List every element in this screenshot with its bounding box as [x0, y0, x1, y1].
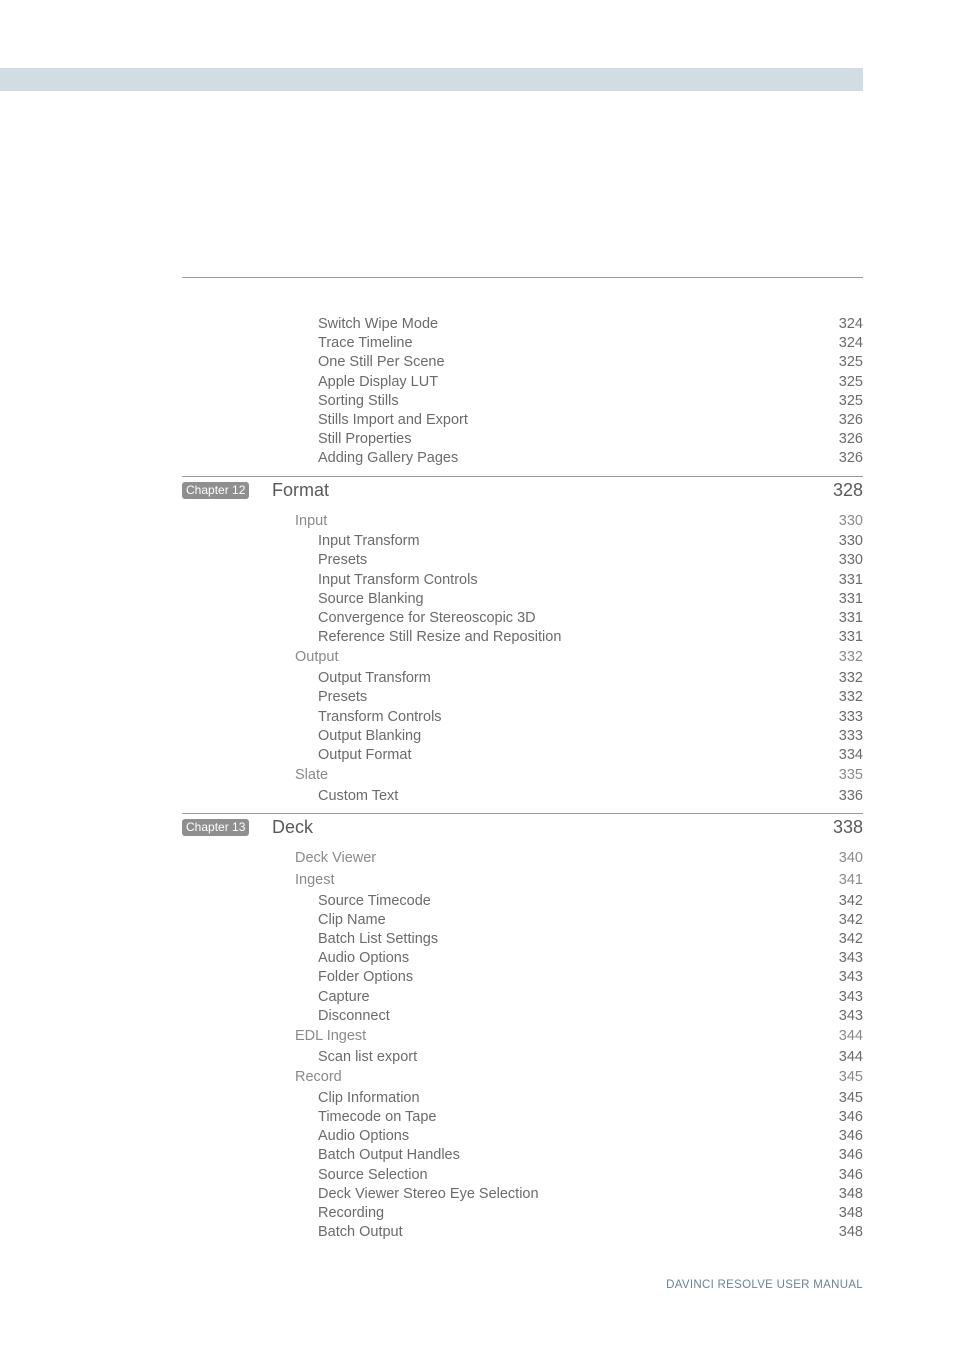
toc-section-title: Output [295, 649, 339, 666]
toc-entry-page-number: 330 [838, 533, 863, 550]
toc-entry-title: Output Blanking [318, 727, 422, 744]
toc-section[interactable] [182, 765, 863, 787]
toc-entry[interactable] [182, 892, 863, 911]
toc-entry-page-number: 326 [838, 431, 863, 448]
toc-entry-page-number: 342 [838, 892, 863, 909]
toc-section[interactable] [182, 870, 863, 892]
toc-entry-page-number: 342 [838, 931, 863, 948]
toc-section[interactable] [182, 1067, 863, 1089]
toc-entry-page-number: 342 [838, 911, 863, 928]
toc-entry[interactable] [182, 688, 863, 707]
toc-entry[interactable] [182, 373, 863, 392]
toc-entry[interactable] [182, 727, 863, 746]
toc-section-title: Slate [295, 767, 329, 784]
toc-section-page-number: 332 [838, 649, 863, 666]
header-divider [182, 277, 863, 278]
toc-entry[interactable] [182, 911, 863, 930]
toc-entry-page-number: 331 [838, 590, 863, 607]
toc-entry-page-number: 346 [838, 1109, 863, 1126]
chapter-badge: Chapter 12 [182, 482, 249, 499]
toc-entry[interactable] [182, 787, 863, 806]
toc-entry-page-number: 326 [838, 450, 863, 467]
toc-entry-title: Audio Options [318, 950, 410, 967]
toc-section-page-number: 335 [838, 767, 863, 784]
toc-entry-title: Stills Import and Export [318, 411, 468, 428]
toc-section-title: Record [295, 1069, 342, 1086]
toc-entry[interactable] [182, 1089, 863, 1108]
toc-entry-title: Apple Display LUT [318, 373, 439, 390]
toc-entry-page-number: 333 [838, 727, 863, 744]
toc-entry-title: Transform Controls [318, 708, 442, 725]
toc-entry[interactable] [182, 551, 863, 570]
toc-entry-title: Recording [318, 1204, 385, 1221]
toc-entry-page-number: 346 [838, 1166, 863, 1183]
toc-entry-title: Reference Still Resize and Reposition [318, 629, 562, 646]
toc-entry[interactable] [182, 392, 863, 411]
toc-entry-page-number: 331 [838, 610, 863, 627]
toc-entry-page-number: 344 [838, 1048, 863, 1065]
toc-section-title: Deck Viewer [295, 850, 377, 867]
footer-manual-title: DAVINCI RESOLVE USER MANUAL [666, 1279, 863, 1291]
toc-entry-page-number: 343 [838, 1007, 863, 1024]
toc-entry-title: Presets [318, 689, 368, 706]
toc-section[interactable] [182, 848, 863, 870]
toc-section-page-number: 341 [838, 871, 863, 888]
toc-entry-title: Batch Output Handles [318, 1147, 460, 1164]
toc-section-title: Input [295, 512, 328, 529]
toc-entry-page-number: 348 [838, 1224, 863, 1241]
toc-entry-page-number: 346 [838, 1147, 863, 1164]
toc-entry-title: Sorting Stills [318, 392, 399, 409]
chapter-title: Deck [272, 817, 314, 838]
toc-entry[interactable] [182, 609, 863, 628]
toc-section[interactable] [182, 647, 863, 669]
toc-entry-title: Disconnect [318, 1007, 390, 1024]
table-of-contents [182, 315, 863, 1242]
toc-entry-title: Presets [318, 552, 368, 569]
toc-entry[interactable] [182, 353, 863, 372]
toc-entry[interactable] [182, 746, 863, 765]
toc-entry-title: Batch Output [318, 1224, 403, 1241]
toc-entry[interactable] [182, 988, 863, 1007]
toc-entry-page-number: 343 [838, 950, 863, 967]
toc-entry[interactable] [182, 532, 863, 551]
toc-entry-title: Input Transform Controls [318, 571, 478, 588]
toc-entry-page-number: 343 [838, 988, 863, 1005]
toc-entry-title: Input Transform [318, 533, 420, 550]
chapter-heading[interactable] [182, 813, 863, 848]
toc-entry-page-number: 343 [838, 969, 863, 986]
toc-section-title: EDL Ingest [295, 1028, 367, 1045]
toc-section-title: Ingest [295, 871, 335, 888]
toc-entry-page-number: 325 [838, 392, 863, 409]
toc-entry-page-number: 325 [838, 354, 863, 371]
toc-entry-title: Scan list export [318, 1048, 418, 1065]
toc-entry[interactable] [182, 628, 863, 647]
toc-entry-page-number: 348 [838, 1185, 863, 1202]
header-band [0, 68, 863, 91]
toc-entry-page-number: 334 [838, 746, 863, 763]
toc-entry-title: Still Properties [318, 431, 412, 448]
toc-entry-title: Trace Timeline [318, 335, 413, 352]
toc-entry-title: Switch Wipe Mode [318, 316, 439, 332]
toc-section-page-number: 340 [838, 850, 863, 867]
toc-entry[interactable] [182, 708, 863, 727]
toc-entry-page-number: 348 [838, 1204, 863, 1221]
toc-section[interactable] [182, 511, 863, 533]
toc-entry-title: Clip Name [318, 911, 386, 928]
toc-entry-page-number: 345 [838, 1089, 863, 1106]
toc-entry-page-number: 331 [838, 571, 863, 588]
toc-entry[interactable] [182, 1108, 863, 1127]
toc-entry[interactable] [182, 949, 863, 968]
toc-entry-title: Source Timecode [318, 892, 431, 909]
toc-section-page-number: 345 [838, 1069, 863, 1086]
toc-entry-page-number: 336 [838, 787, 863, 804]
toc-entry[interactable] [182, 1146, 863, 1165]
toc-entry[interactable] [182, 334, 863, 353]
toc-entry-title: Source Blanking [318, 590, 424, 607]
toc-entry[interactable] [182, 315, 863, 334]
toc-entry[interactable] [182, 430, 863, 449]
toc-entry-title: Convergence for Stereoscopic 3D [318, 610, 536, 627]
toc-entry[interactable] [182, 1127, 863, 1146]
toc-entry-title: One Still Per Scene [318, 354, 445, 371]
chapter-badge: Chapter 13 [182, 819, 249, 836]
chapter-page-number: 328 [832, 479, 863, 500]
toc-entry[interactable] [182, 1223, 863, 1242]
toc-entry[interactable] [182, 1007, 863, 1026]
toc-entry[interactable] [182, 411, 863, 430]
toc-entry-title: Output Format [318, 746, 412, 763]
toc-entry-title: Audio Options [318, 1128, 410, 1145]
toc-entry-page-number: 332 [838, 689, 863, 706]
toc-entry[interactable] [182, 1204, 863, 1223]
toc-entry-page-number: 330 [838, 552, 863, 569]
toc-entry-page-number: 332 [838, 670, 863, 687]
toc-entry[interactable] [182, 590, 863, 609]
toc-entry-page-number: 326 [838, 411, 863, 428]
chapter-heading[interactable] [182, 476, 863, 511]
toc-entry-title: Clip Information [318, 1089, 420, 1106]
toc-entry[interactable] [182, 449, 863, 468]
toc-entry-page-number: 324 [838, 335, 863, 352]
toc-entry-title: Timecode on Tape [318, 1109, 437, 1126]
toc-entry-title: Output Transform [318, 670, 431, 687]
toc-entry-title: Source Selection [318, 1166, 428, 1183]
toc-entry-title: Capture [318, 988, 370, 1005]
toc-entry-title: Custom Text [318, 787, 399, 804]
toc-entry-page-number: 331 [838, 629, 863, 646]
toc-entry-title: Deck Viewer Stereo Eye Selection [318, 1185, 539, 1202]
chapter-title: Format [272, 479, 330, 500]
toc-entry-page-number: 333 [838, 708, 863, 725]
toc-entry[interactable] [182, 669, 863, 688]
toc-entry[interactable] [182, 930, 863, 949]
toc-entry-page-number: 325 [838, 373, 863, 390]
chapter-page-number: 338 [832, 817, 863, 838]
toc-section-page-number: 330 [838, 512, 863, 529]
toc-section-page-number: 344 [838, 1028, 863, 1045]
toc-entry[interactable] [182, 1185, 863, 1204]
toc-entry[interactable] [182, 1048, 863, 1067]
toc-entry-title: Batch List Settings [318, 931, 439, 948]
toc-entry-page-number: 346 [838, 1128, 863, 1145]
toc-entry-title: Adding Gallery Pages [318, 450, 459, 467]
toc-section[interactable] [182, 1026, 863, 1048]
toc-entry[interactable] [182, 968, 863, 987]
toc-entry-page-number: 324 [838, 316, 863, 332]
toc-entry[interactable] [182, 1166, 863, 1185]
toc-entry-title: Folder Options [318, 969, 414, 986]
toc-entry[interactable] [182, 571, 863, 590]
